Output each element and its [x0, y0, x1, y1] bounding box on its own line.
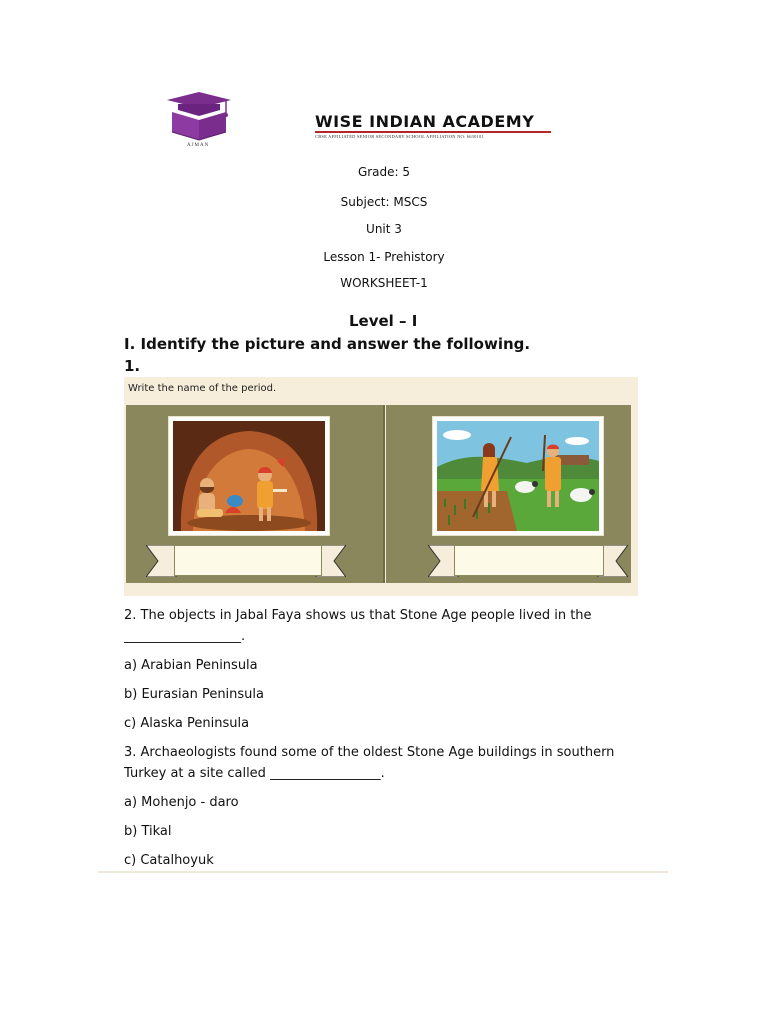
- panel-divider: [383, 405, 385, 583]
- section-heading: I. Identify the picture and answer the following.: [124, 335, 531, 353]
- level-title: Level – I: [349, 312, 418, 330]
- question-2-option-c: c) Alaska Peninsula: [124, 716, 250, 731]
- question-2-option-b: b) Eurasian Peninsula: [124, 687, 264, 702]
- page-bottom-rule: [98, 871, 668, 873]
- question-2-option-a: a) Arabian Peninsula: [124, 658, 258, 673]
- cave-scene-image: [168, 416, 330, 536]
- question-3-option-a: a) Mohenjo - daro: [124, 795, 239, 810]
- question-2-text: 2. The objects in Jabal Faya shows us that Stone Age people lived in the: [124, 608, 592, 623]
- unit-line: Unit 3: [366, 222, 402, 236]
- question-3-line-2: Turkey at a site called _________________.: [124, 766, 385, 781]
- school-name: WISE INDIAN ACADEMY: [315, 112, 535, 131]
- question-3-line-1: 3. Archaeologists found some of the oldest Stone Age buildings in southern: [124, 745, 615, 760]
- answer-box-1[interactable]: [174, 545, 322, 576]
- logo-caption: AJMAN: [187, 143, 210, 148]
- worksheet-line: WORKSHEET-1: [340, 276, 428, 290]
- grade-line: Grade: 5: [357, 165, 411, 179]
- header-rule: [315, 131, 551, 133]
- question-3-option-b: b) Tikal: [124, 824, 172, 839]
- subject-line: Subject: MSCS: [340, 195, 428, 209]
- farming-scene-image: [432, 416, 604, 536]
- question-1-number: 1.: [124, 357, 141, 375]
- answer-box-2[interactable]: [454, 545, 604, 576]
- panel-instruction: Write the name of the period.: [128, 383, 277, 394]
- affiliation-text: CBSE AFFILIATED SENIOR SECONDARY SCHOOL AFFILIATION NO: 6630101: [315, 134, 484, 139]
- question-3-option-c: c) Catalhoyuk: [124, 853, 214, 868]
- question-2-blank: __________________.: [124, 629, 246, 644]
- lesson-line: Lesson 1- Prehistory: [323, 250, 445, 264]
